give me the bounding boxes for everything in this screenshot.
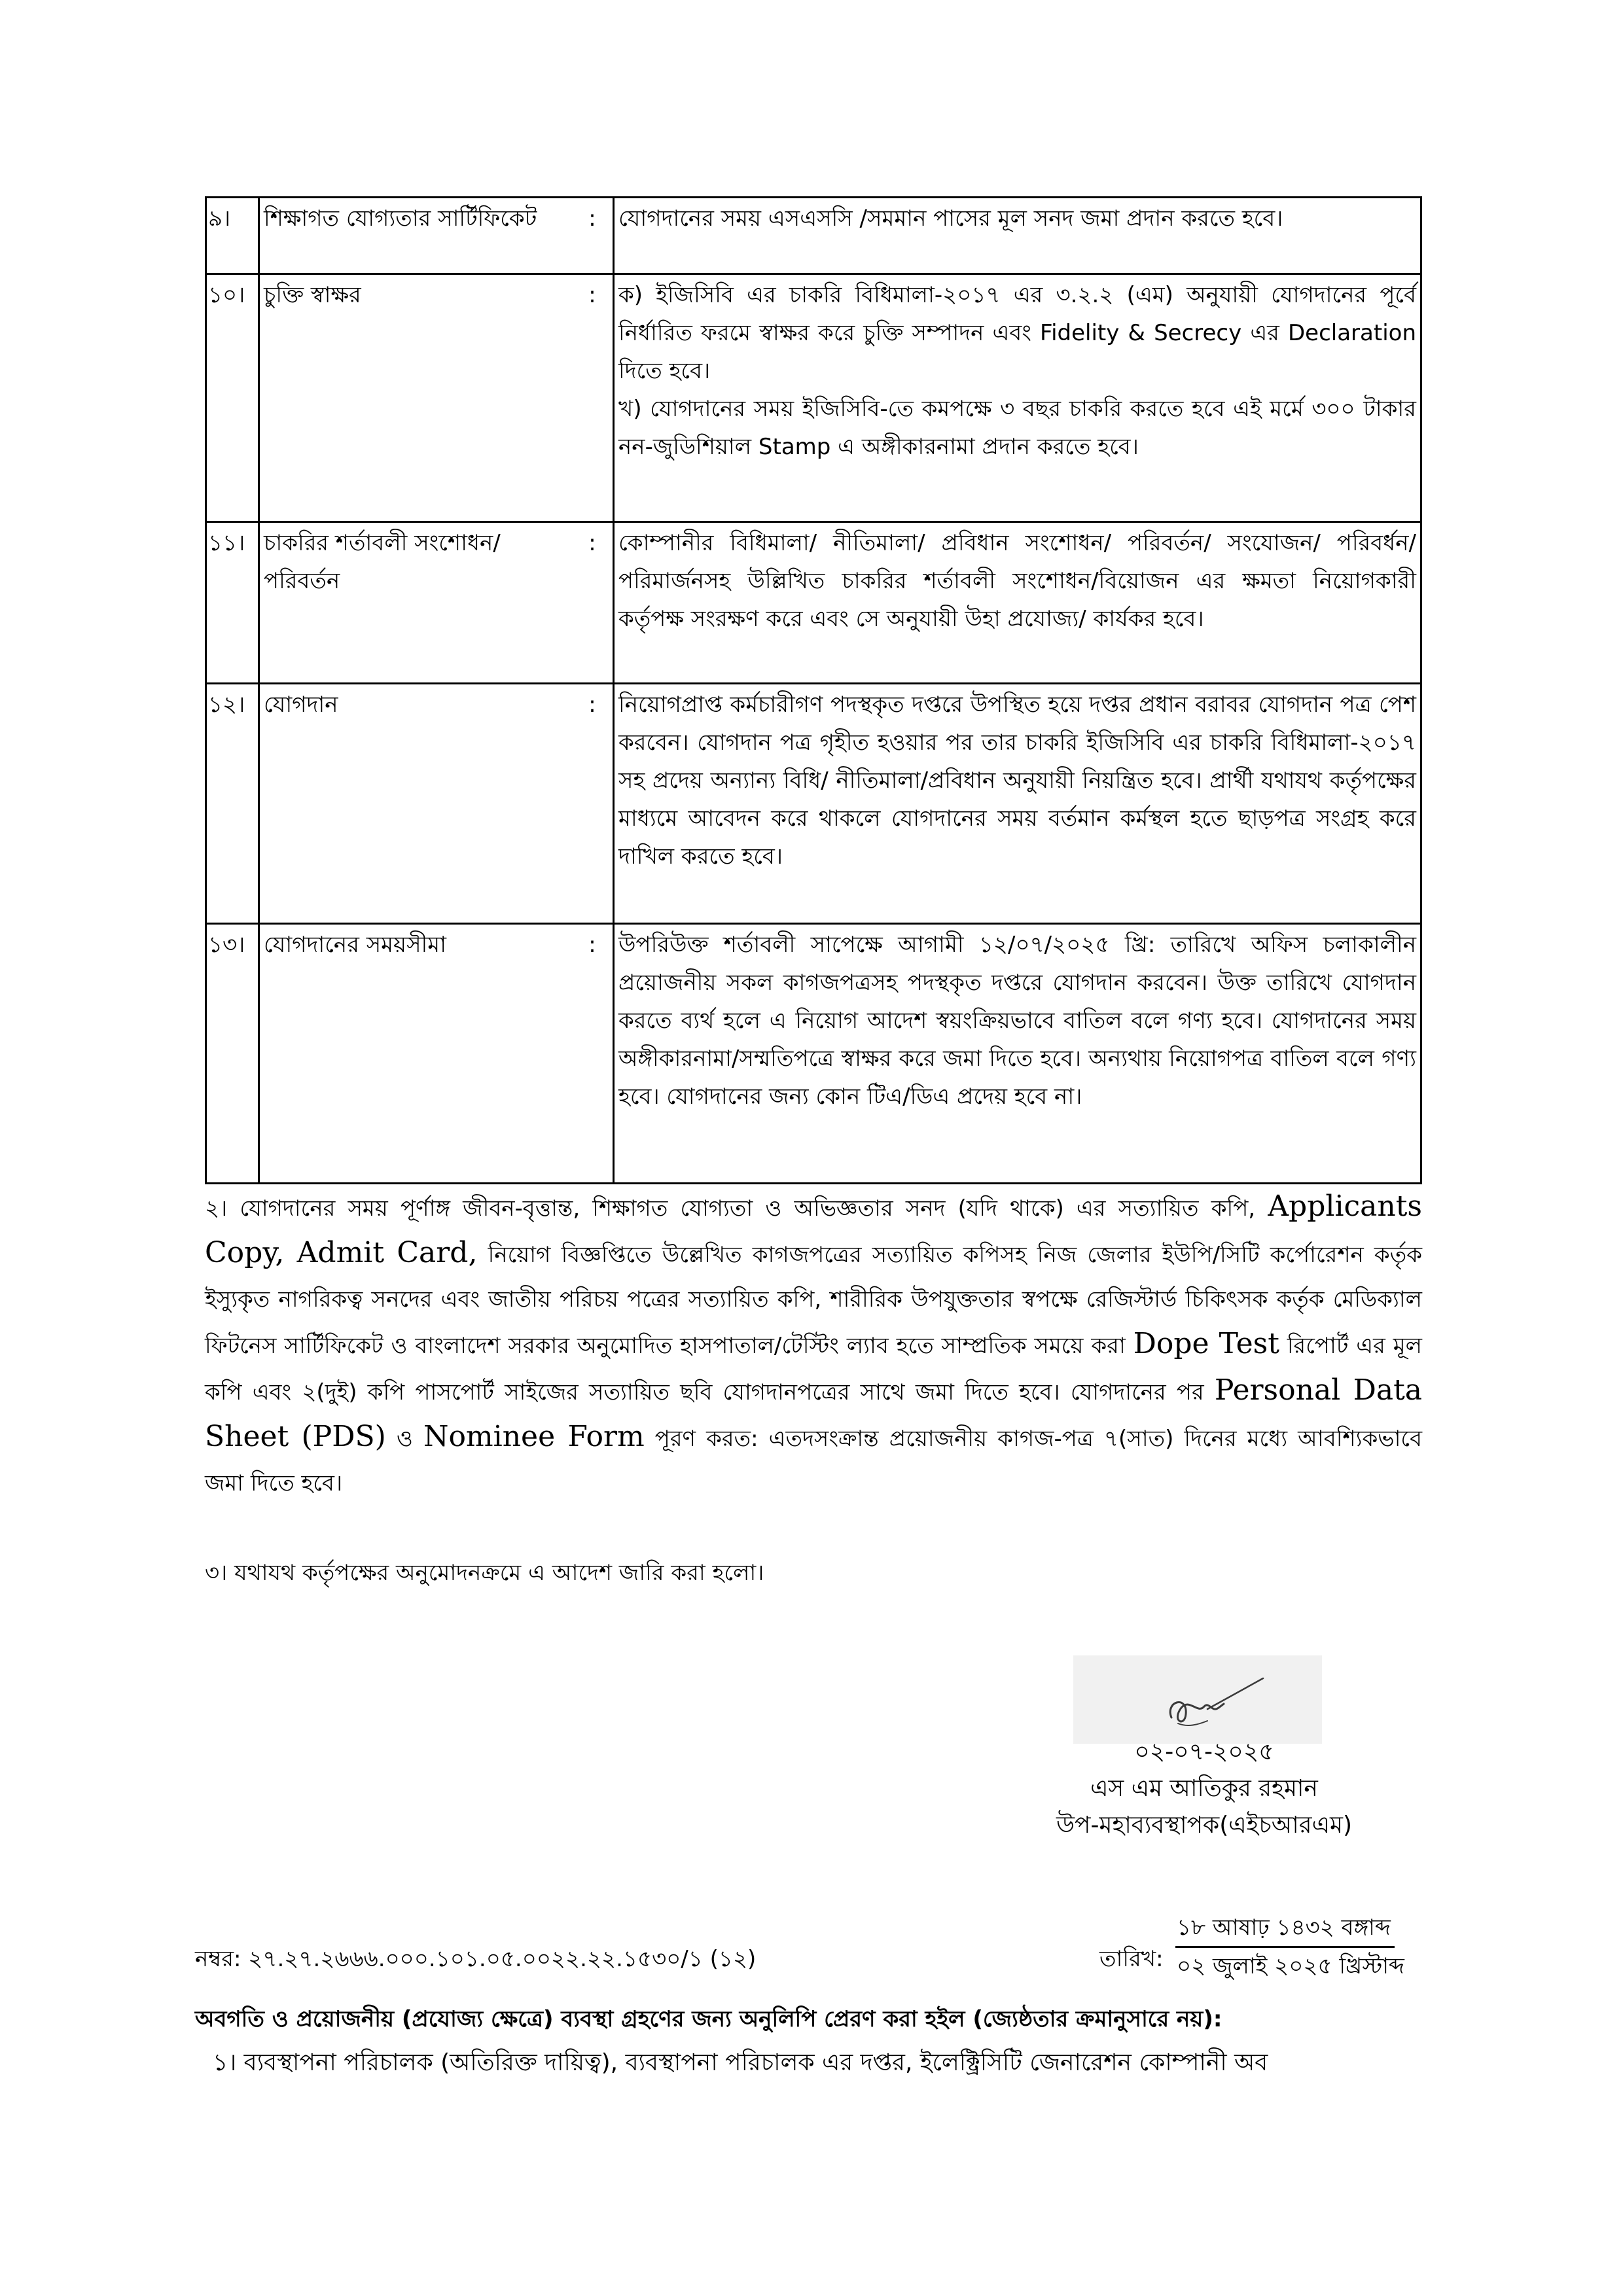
row-text: কোম্পানীর বিধিমালা/ নীতিমালা/ প্রবিধান সংশোধন/ পরিবর্তন/ সংযোজন/ পরিবর্ধন/ পরিমার্জনসহ উল্লিখিত চাকরির শর্তাবলী সংশোধন/বিয়োজন এর ক্ষমতা নিয়োগকারী কর্তৃপক্ষ সংরক্ষণ করে এবং সে অনুযায়ী উহা প্রযোজ্য/ কার্যকর হবে।: [618, 530, 1416, 632]
paragraph-2-text: পূরণ করত: এতদসংক্রান্ত প্রয়োজনীয় কাগজ-পত্র ৭(সাত) দিনের মধ্যে আবশ্যিকভাবে জমা দিতে হবে।: [205, 1426, 1423, 1496]
date-label: তারিখ:: [1099, 1946, 1164, 1972]
row-number: ১৩।: [206, 924, 259, 1184]
paragraph-3: ৩। যথাযথ কর্তৃপক্ষের অনুমোদনক্রমে এ আদেশ জারি করা হলো।: [205, 1560, 764, 1586]
row-body: [614, 198, 1421, 274]
copy-list-item: ১। ব্যবস্থাপনা পরিচালক (অতিরিক্ত দায়িত্ব), ব্যবস্থাপনা পরিচালক এর দপ্তর, ইলেক্ট্রিসিটি জেনারেশন কোম্পানী অব: [213, 2049, 1268, 2076]
paragraph-2-text: ও: [385, 1426, 423, 1452]
row-number: ১১।: [206, 522, 259, 684]
row-text: নিয়োগপ্রাপ্ত কর্মচারীগণ পদস্থকৃত দপ্তরে উপস্থিত হয়ে দপ্তর প্রধান বরাবর যোগদান পত্র পেশ করবেন। যোগদান পত্র গৃহীত হওয়ার পর তার চাকরি ইজিসিবি এর চাকরি বিধিমালা-২০১৭ সহ প্রদেয় অন্যান্য বিধি/ নীতিমালা/প্রবিধান অনুযায়ী নিয়ন্ত্রিত হবে। প্রার্থী যথাযথ কর্তৃপক্ষের মাধ্যমে আবেদন করে থাকলে যোগদানের সময় বর্তমান কর্মস্থল হতে ছাড়পত্র সংগ্রহ করে দাখিল করতে হবে।: [618, 692, 1416, 870]
paragraph-2-text: নিয়োগ বিজ্ঞপ্তিতে উল্লেখিত কাগজপত্রের সত্যায়িত কপিসহ নিজ জেলার ইউপি/সিটি কর্পোরেশন কর্তৃক ইস্যুকৃত নাগরিকত্ব সনদের এবং জাতীয় পরিচয় পত্রের সত্যায়িত কপি, শারীরিক উপযুক্ততার স্বপক্ষে রেজিস্টার্ড চিকিৎসক কর্তৃক মেডিক্যাল ফিটনেস সার্টিফিকেট ও বাংলাদেশ সরকার অনুমোদিত হাসপাতাল/টেস্টিং ল্যাব হতে সাম্প্রতিক সময়ে করা: [205, 1242, 1423, 1359]
signature-scribble: [1073, 1655, 1322, 1744]
row-number: ১২।: [206, 684, 259, 924]
row-subject: চুক্তি স্বাক্ষর: [259, 274, 573, 522]
row-text: ক) ইজিসিবি এর চাকরি বিধিমালা-২০১৭ এর ৩.২.২ (এম) অনুযায়ী যোগদানের পূর্বে নির্ধারিত ফরমে স্বাক্ষর করে চুক্তি সম্পাদন এবং Fidelity & Secrecy এর Declaration দিতে হবে।: [618, 282, 1416, 384]
signatory-designation: উপ-মহাব্যবস্থাপক(এইচআরএম): [1056, 1812, 1352, 1839]
signature-image: [1073, 1655, 1322, 1744]
paragraph-2-text: ২। যোগদানের সময় পূর্ণাঙ্গ জীবন-বৃত্তান্ত, শিক্ষাগত যোগ্যতা ও অভিজ্ঞতার সনদ (যদি থাকে) এর সত্যায়িত কপি,: [205, 1195, 1268, 1222]
table-row: [206, 274, 1421, 522]
row-text: উপরিউক্ত শর্তাবলী সাপেক্ষে আগামী ১২/০৭/২০২৫ খ্রি: তারিখে অফিস চলাকালীন প্রয়োজনীয় সকল কাগজপত্রসহ পদস্থকৃত দপ্তরে যোগদান করবেন। উক্ত তারিখে যোগদান করতে ব্যর্থ হলে এ নিয়োগ আদেশ স্বয়ংক্রিয়ভাবে বাতিল বলে গণ্য হবে। যোগদানের সময় অঙ্গীকারনামা/সম্মতিপত্রে স্বাক্ষর করে জমা দিতে হবে। অন্যথায় নিয়োগপত্র বাতিল বলে গণ্য হবে। যোগদানের জন্য কোন টিএ/ডিএ প্রদেয় হবে না।: [618, 932, 1416, 1110]
date-english: ০২ জুলাই ২০২৫ খ্রিস্টাব্দ: [1177, 1953, 1404, 1979]
paragraph-2: [205, 1184, 1422, 1506]
row-separator: :: [572, 198, 614, 274]
paragraph-2-english: Applicants Copy, Admit Card,: [205, 1190, 1422, 1269]
paragraph-2-english: Nominee Form: [423, 1420, 645, 1453]
row-separator: :: [572, 924, 614, 1184]
row-text: খ) যোগদানের সময় ইজিসিবি-তে কমপক্ষে ৩ বছর চাকরি করতে হবে এই মর্মে ৩০০ টাকার নন-জুডিশিয়াল Stamp এ অঙ্গীকারনামা প্রদান করতে হবে।: [618, 396, 1416, 460]
row-separator: :: [572, 274, 614, 522]
row-subject: যোগদানের সময়সীমা: [259, 924, 573, 1184]
table-row: [206, 522, 1421, 684]
row-text: যোগদানের সময় এসএসসি /সমমান পাসের মূল সনদ জমা প্রদান করতে হবে।: [618, 205, 1283, 232]
row-body: [614, 274, 1421, 522]
signatory-name: এস এম আতিকুর রহমান: [1090, 1775, 1318, 1802]
signatory-block: [1021, 1734, 1387, 1844]
row-body: [614, 924, 1421, 1184]
conditions-table: [205, 196, 1422, 1184]
memo-number: নম্বর: ২৭.২৭.২৬৬৬.০০০.১০১.০৫.০০২২.২২.১৫৩০/১ (১২): [195, 1946, 757, 1972]
paragraph-2-text: রিপোর্ট এর মূল কপি এবং ২(দুই) কপি পাসপোর্ট সাইজের সত্যায়িত ছবি যোগদানপত্রের সাথে জমা দিতে হবে। যোগদানের পর: [205, 1333, 1422, 1405]
row-body: [614, 522, 1421, 684]
table-row: [206, 924, 1421, 1184]
row-number: ১০।: [206, 274, 259, 522]
signature-date: ০২-০৭-২০২৫: [1134, 1739, 1274, 1765]
copy-heading: অবগতি ও প্রয়োজনীয় (প্রযোজ্য ক্ষেত্রে) ব্যবস্থা গ্রহণের জন্য অনুলিপি প্রেরণ করা হইল (জ্যেষ্ঠতার ক্রমানুসারে নয়):: [195, 2006, 1222, 2032]
row-separator: :: [572, 522, 614, 684]
row-subject: শিক্ষাগত যোগ্যতার সার্টিফিকেট: [259, 198, 573, 274]
paragraph-2-english: Dope Test: [1133, 1327, 1279, 1360]
paragraph-2-english: Personal Data Sheet (PDS): [205, 1373, 1422, 1453]
row-subject: চাকরির শর্তাবলী সংশোধন/ পরিবর্তন: [259, 522, 573, 684]
table-row: [206, 684, 1421, 924]
memo-date: [1175, 1909, 1431, 1985]
row-subject: যোগদান: [259, 684, 573, 924]
row-body: [614, 684, 1421, 924]
date-bangla: ১৮ আষাঢ় ১৪৩২ বঙ্গাব্দ: [1175, 1909, 1395, 1948]
row-separator: :: [572, 684, 614, 924]
row-number: ৯।: [206, 198, 259, 274]
table-row: [206, 198, 1421, 274]
